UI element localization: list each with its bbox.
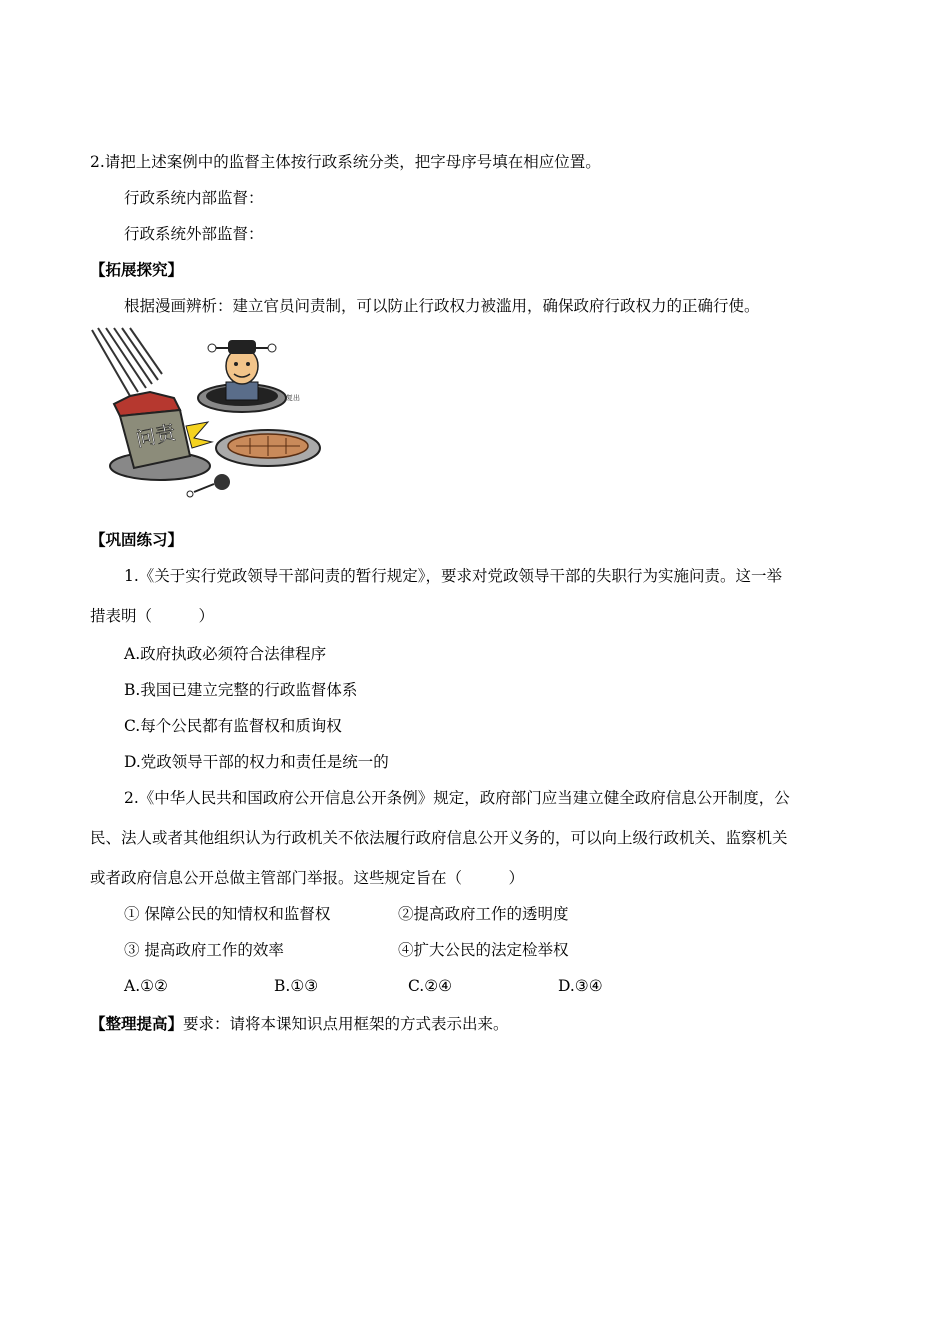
q2-statement-1: ① 保障公民的知情权和监督权	[124, 905, 331, 923]
extension-heading: 【拓展探究】	[90, 260, 184, 279]
brick-manhole	[216, 430, 320, 466]
q1-option-a: A.政府执政必须符合法律程序	[124, 645, 327, 663]
q1-option-c: C.每个公民都有监督权和质询权	[124, 717, 342, 735]
q2-statement-4: ④扩大公民的法定检举权	[398, 941, 569, 959]
q2-option-a: A.①②	[124, 977, 168, 995]
q2-option-c: C.②④	[408, 977, 453, 995]
practice-heading: 【巩固练习】	[90, 530, 184, 549]
motion-lines	[92, 328, 162, 396]
extension-prompt: 根据漫画辨析：建立官员问责制，可以防止行政权力被滥用，确保政府行政权力的正确行使。	[124, 297, 760, 315]
manhole-label: 复出	[286, 394, 300, 402]
q1-stem-line2: 措表明（ ）	[90, 607, 215, 625]
summary-text: 要求：请将本课知识点用框架的方式表示出来。	[183, 1015, 509, 1033]
q2-stem-line3: 或者政府信息公开总做主管部门举报。这些规定旨在（ ）	[90, 869, 525, 887]
q2-statement-2: ②提高政府工作的透明度	[398, 905, 569, 923]
q1-option-b: B.我国已建立完整的行政监督体系	[124, 681, 358, 699]
summary-heading: 【整理提高】	[90, 1014, 184, 1033]
q1-option-d: D.党政领导干部的权力和责任是统一的	[124, 753, 389, 771]
upper-manhole	[198, 340, 300, 412]
accountability-cartoon	[90, 326, 326, 506]
q2-statement-3: ③ 提高政府工作的效率	[124, 941, 284, 959]
q2-option-d: D.③④	[558, 977, 603, 995]
stone-text: 问责	[133, 419, 178, 452]
q2-stem-line1: 2.《中华人民共和国政府公开信息公开条例》规定，政府部门应当建立健全政府信息公开制度，公	[124, 789, 790, 807]
internal-supervision-label: 行政系统内部监督：	[124, 189, 264, 207]
external-supervision-label: 行政系统外部监督：	[124, 225, 264, 243]
q2-stem-line2: 民、法人或者其他组织认为行政机关不依法履行政府信息公开义务的，可以向上级行政机关、监察机关	[90, 829, 788, 847]
q1-stem-line1: 1.《关于实行党政领导干部问责的暂行规定》，要求对党政领导干部的失职行为实施问责。这一举	[124, 567, 783, 585]
summary-line	[90, 1014, 509, 1034]
q2-option-b: B.①③	[274, 977, 319, 995]
classify-question: 2.请把上述案例中的监督主体按行政系统分类，把字母序号填在相应位置。	[90, 153, 601, 171]
